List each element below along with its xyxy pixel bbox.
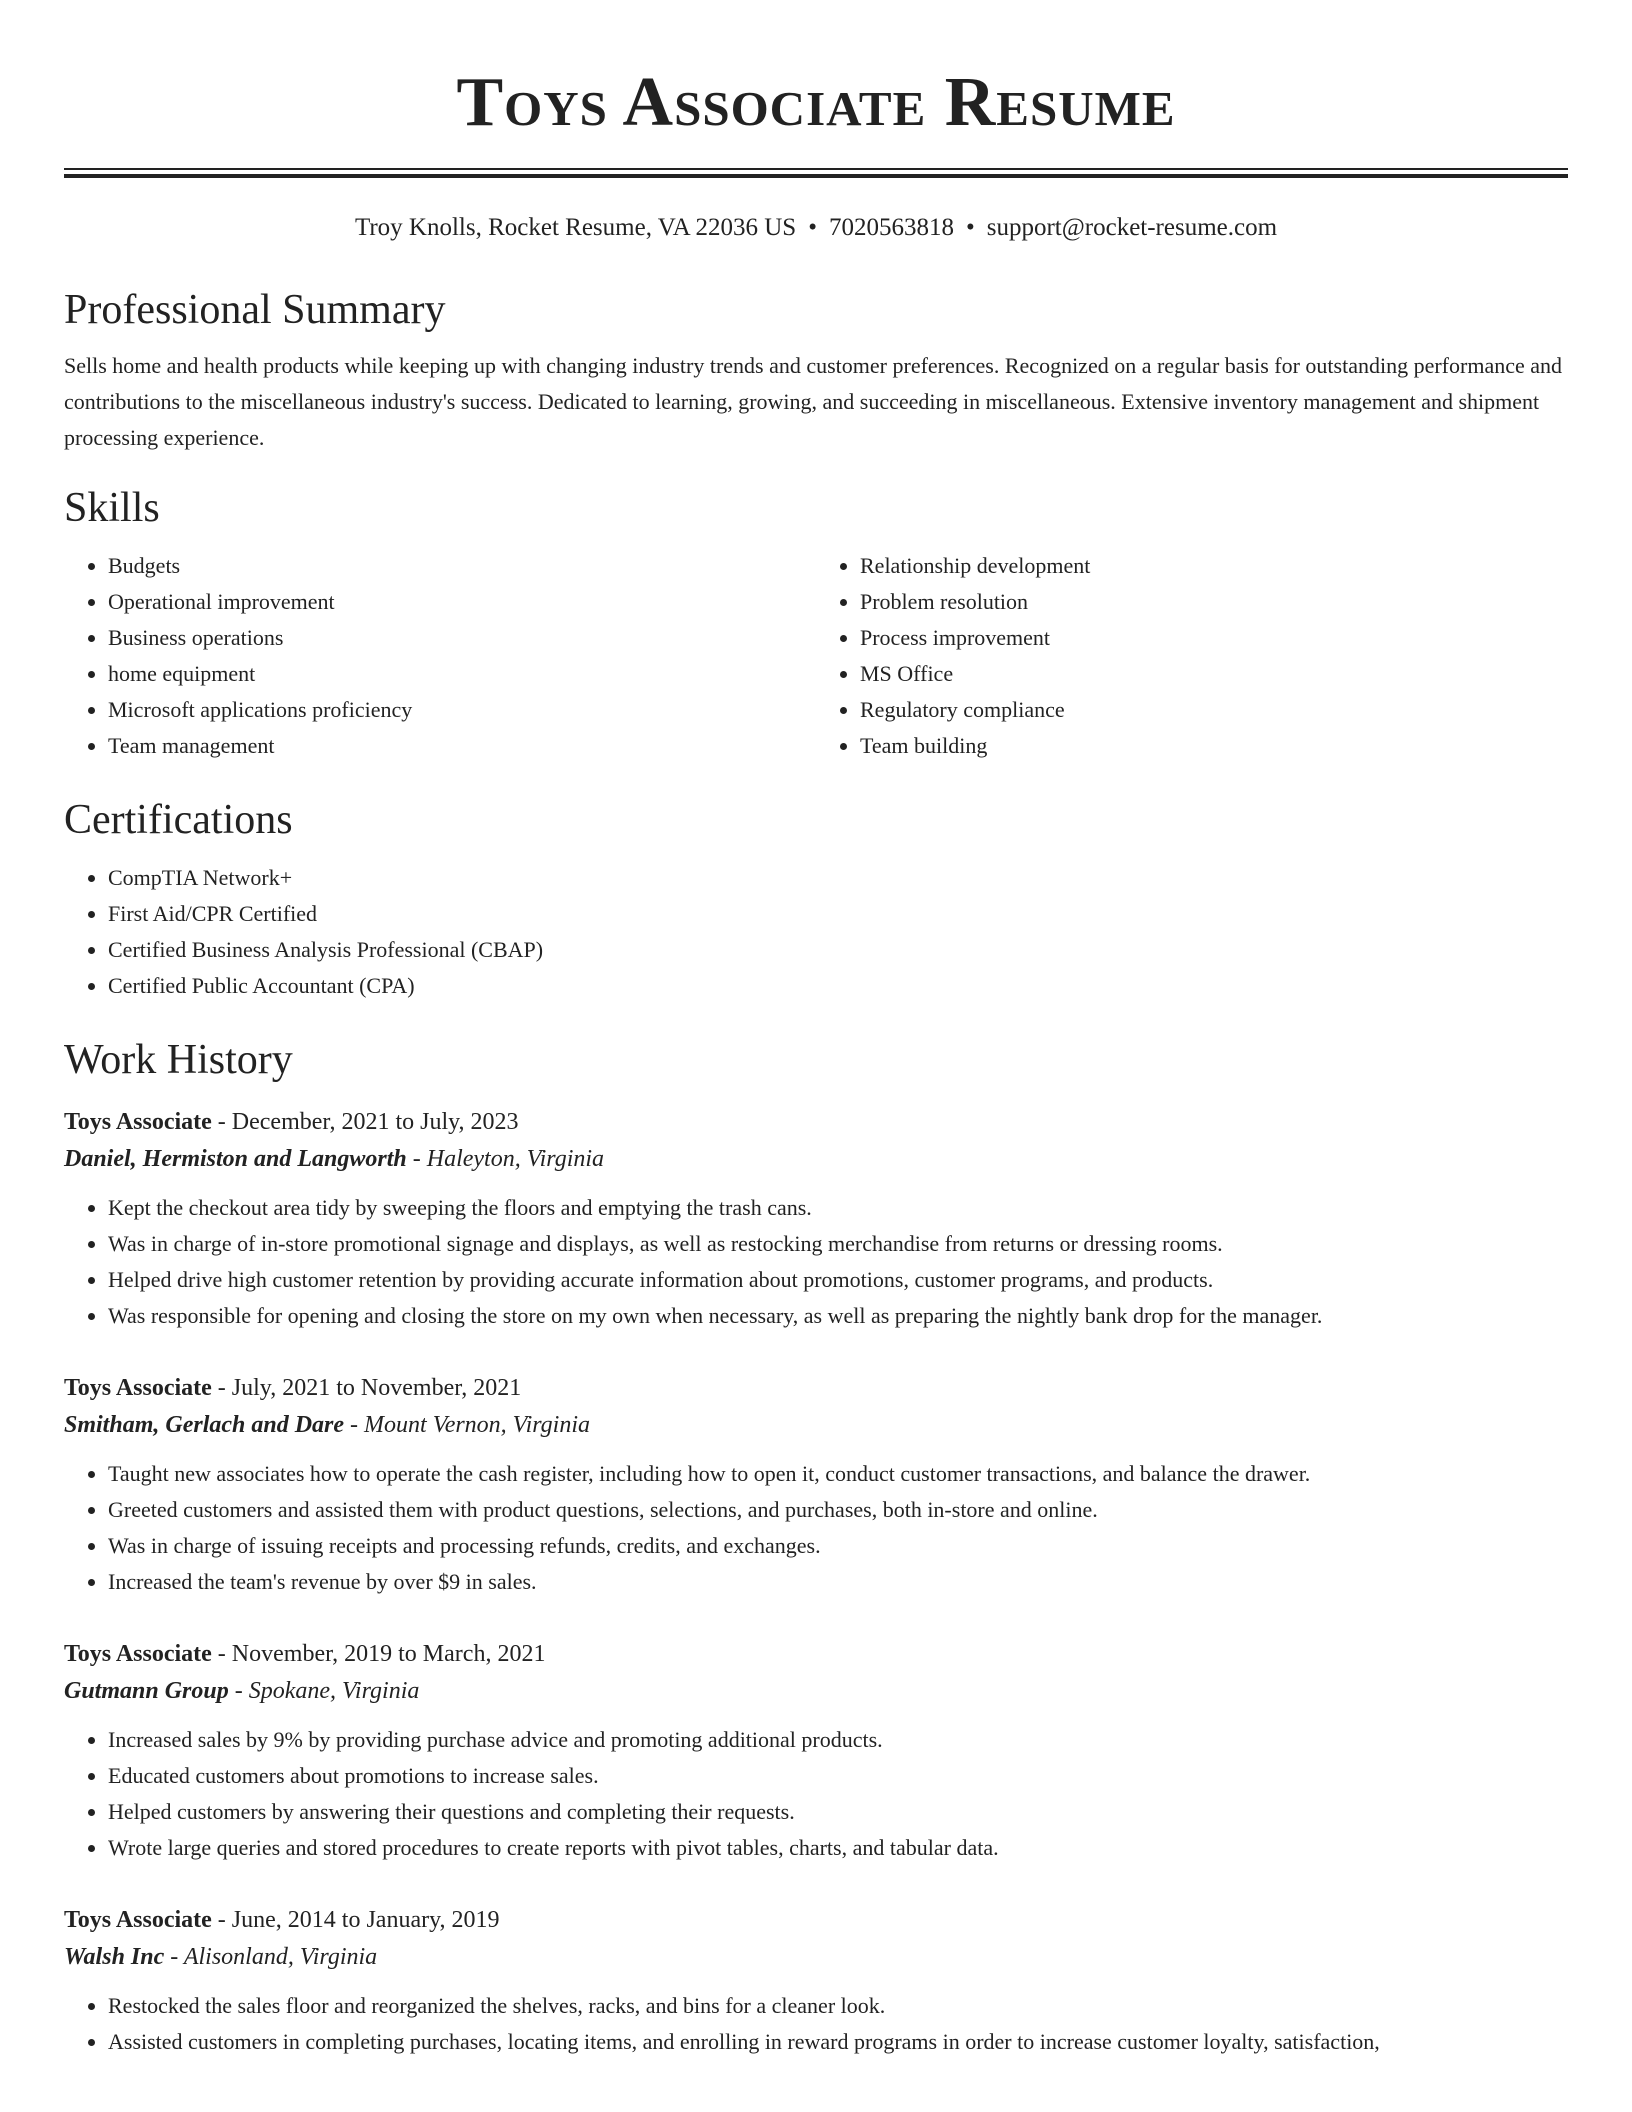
job-company: Gutmann Group [64,1678,229,1704]
job-role: Toys Associate [64,1375,212,1401]
certifications-list [64,860,1568,1004]
skill-item: • MS Office [860,656,1568,692]
skill-item: • Relationship development [860,548,1568,584]
certification-item: • CompTIA Network+ [108,860,1568,896]
job-entry [64,1370,1568,1600]
job-bullet: • Was responsible for opening and closing the store on my own when necessary, as well as preparing the nightly bank drop for the manager. [108,1298,1568,1334]
skills-list-right [816,548,1568,764]
job-bullet: • Helped drive high customer retention by providing accurate information about promotions, customer programs, and products. [108,1262,1568,1298]
job-company: Smitham, Gerlach and Dare [64,1412,345,1438]
job-bullet: • Was in charge of issuing receipts and processing refunds, credits, and exchanges. [108,1528,1568,1564]
job-company-line: Daniel, Hermiston and Langworth - Haleyton, Virginia [64,1146,605,1172]
contact-separator: • [965,214,975,241]
job-dates: June, 2014 to January, 2019 [231,1907,500,1933]
contact-address: Troy Knolls, Rocket Resume, VA 22036 US [354,214,797,241]
job-company-line: Gutmann Group - Spokane, Virginia [64,1678,420,1704]
skill-item: • Problem resolution [860,584,1568,620]
job-title-line: Toys Associate - June, 2014 to January, 2019 [64,1907,500,1933]
title-divider [64,168,1568,178]
contact-separator: • [808,214,817,241]
job-location: Alisonland, Virginia [183,1944,378,1970]
job-title-line: Toys Associate - July, 2021 to November, 2021 [64,1375,522,1401]
job-entry [64,1104,1568,1334]
resume-page [64,0,1568,2060]
certification-item: • Certified Business Analysis Professional (CBAP) [108,932,1568,968]
skills-list-left [64,548,816,764]
skill-item: • home equipment [108,656,816,692]
job-bullets [64,1722,1568,1866]
skills-heading: Skills [64,485,160,531]
job-dates: July, 2021 to November, 2021 [231,1375,522,1401]
job-bullet: • Wrote large queries and stored procedures to create reports with pivot tables, charts, and tabular data. [108,1830,1568,1866]
job-company: Daniel, Hermiston and Langworth [64,1146,407,1172]
skills-columns [64,548,1568,764]
job-bullet: • Restocked the sales floor and reorganized the shelves, racks, and bins for a cleaner look. [108,1988,1568,2024]
certification-item: • First Aid/CPR Certified [108,896,1568,932]
skill-item: • Business operations [108,620,816,656]
job-dates: November, 2019 to March, 2021 [231,1641,546,1667]
job-bullet: • Assisted customers in completing purchases, locating items, and enrolling in reward programs in order to increase customer loyalty, satisfaction, [108,2024,1568,2060]
job-company: Walsh Inc [64,1944,165,1970]
skill-item: • Team management [108,728,816,764]
skill-item: • Budgets [108,548,816,584]
job-bullet: • Increased the team's revenue by over $9 in sales. [108,1564,1568,1600]
job-bullets [64,1456,1568,1600]
resume-title: Toys Associate Resume [456,64,1176,141]
summary-text: Sells home and health products while keeping up with changing industry trends and customer preferences. Recognized on a regular basis for outstanding performance and contributions to the miscellaneous industry's success. Dedicated to learning, growing, and succeeding in miscellaneous. Extensive inventory management and shipment processing experience. [64,353,1562,450]
job-bullet: • Increased sales by 9% by providing purchase advice and promoting additional products. [108,1722,1568,1758]
summary-heading: Professional Summary [64,287,446,333]
contact-line [64,212,1568,244]
job-location: Haleyton, Virginia [426,1146,605,1172]
contact-email: support@rocket-resume.com [986,214,1278,241]
job-role: Toys Associate [64,1109,212,1135]
job-dates: December, 2021 to July, 2023 [231,1109,519,1135]
skill-item: • Operational improvement [108,584,816,620]
certification-item: • Certified Public Accountant (CPA) [108,968,1568,1004]
job-title-line: Toys Associate - November, 2019 to March, 2021 [64,1641,546,1667]
job-entry [64,1636,1568,1866]
job-title-line: Toys Associate - December, 2021 to July, 2023 [64,1109,519,1135]
skill-item: • Regulatory compliance [860,692,1568,728]
job-company-line: Walsh Inc - Alisonland, Virginia [64,1944,378,1970]
job-bullets [64,1190,1568,1334]
job-location: Mount Vernon, Virginia [364,1412,591,1438]
job-bullet: • Was in charge of in-store promotional signage and displays, as well as restocking merchandise from returns or dressing rooms. [108,1226,1568,1262]
job-bullets [64,1988,1568,2060]
job-bullet: • Kept the checkout area tidy by sweeping the floors and emptying the trash cans. [108,1190,1568,1226]
job-bullet: • Taught new associates how to operate the cash register, including how to open it, conduct customer transactions, and balance the drawer. [108,1456,1568,1492]
certifications-heading: Certifications [64,797,293,843]
job-entry [64,1902,1568,2060]
job-role: Toys Associate [64,1641,212,1667]
skill-item: • Microsoft applications proficiency [108,692,816,728]
skill-item: • Team building [860,728,1568,764]
job-company-line: Smitham, Gerlach and Dare - Mount Vernon, Virginia [64,1412,591,1438]
job-location: Spokane, Virginia [248,1678,420,1704]
job-bullet: • Educated customers about promotions to increase sales. [108,1758,1568,1794]
skill-item: • Process improvement [860,620,1568,656]
work-history-heading: Work History [64,1037,293,1083]
job-bullet: • Greeted customers and assisted them with product questions, selections, and purchases, both in-store and online. [108,1492,1568,1528]
job-role: Toys Associate [64,1907,212,1933]
contact-phone: 7020563818 [828,214,954,241]
job-bullet: • Helped customers by answering their questions and completing their requests. [108,1794,1568,1830]
